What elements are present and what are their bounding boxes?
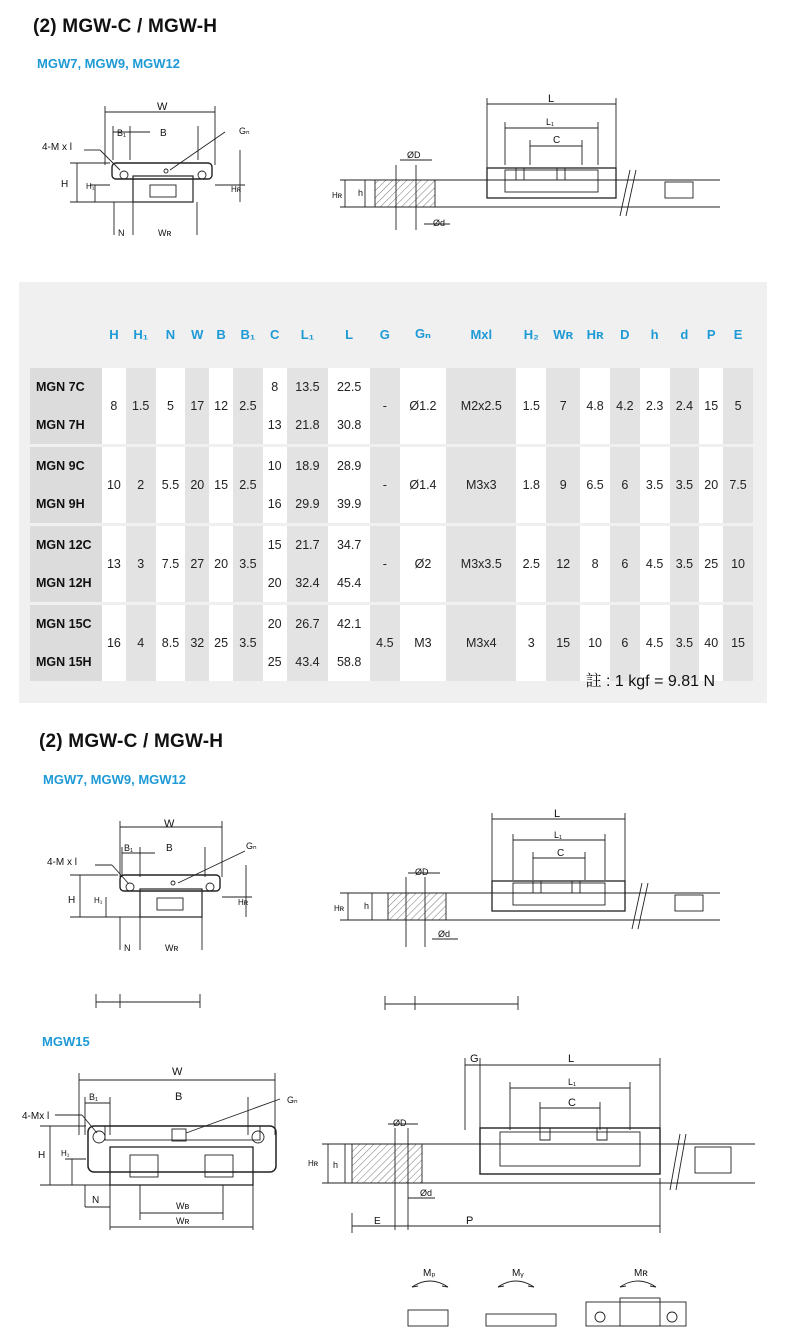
moment-diagrams xyxy=(400,1262,720,1327)
table-cell: 13 xyxy=(263,406,287,444)
table-row xyxy=(30,447,753,485)
table-cell: 6 xyxy=(610,526,640,602)
svg-text:W: W xyxy=(157,101,168,113)
model-name: MGN 9C xyxy=(30,447,102,485)
svg-text:Wʀ: Wʀ xyxy=(158,228,172,238)
table-cell: 43.4 xyxy=(287,643,329,681)
table-cell: 7.5 xyxy=(156,526,186,602)
table-cell: 2.3 xyxy=(640,368,670,444)
table-cell: 2.5 xyxy=(516,526,546,602)
svg-text:h: h xyxy=(358,188,364,198)
table-cell: Ø2 xyxy=(400,526,446,602)
svg-text:B₁: B₁ xyxy=(89,1092,99,1102)
table-header: H xyxy=(102,300,126,368)
svg-text:Hʀ: Hʀ xyxy=(238,898,249,907)
table-header: Wʀ xyxy=(546,300,580,368)
table-header: W xyxy=(185,300,209,368)
table-cell: M2x2.5 xyxy=(446,368,516,444)
table-cell: 8 xyxy=(580,526,610,602)
section-title-2: (2) MGW-C / MGW-H xyxy=(39,731,224,752)
table-cell: 3.5 xyxy=(670,526,700,602)
table-cell: 42.1 xyxy=(328,605,370,643)
table-cell: 21.8 xyxy=(287,406,329,444)
table-cell: - xyxy=(370,526,400,602)
table-header: N xyxy=(156,300,186,368)
svg-text:B₁: B₁ xyxy=(117,128,127,138)
table-cell: 16 xyxy=(263,485,287,523)
svg-text:h: h xyxy=(364,901,370,911)
table-cell: 5 xyxy=(723,368,753,444)
table-cell: 1.5 xyxy=(126,368,156,444)
svg-text:H: H xyxy=(61,179,69,190)
table-cell: 20 xyxy=(209,526,233,602)
svg-text:H: H xyxy=(38,1150,46,1161)
table-cell: 45.4 xyxy=(328,564,370,602)
table-header: d xyxy=(670,300,700,368)
table-header: L₁ xyxy=(287,300,329,368)
svg-text:Hʀ: Hʀ xyxy=(308,1159,319,1168)
table-header: P xyxy=(699,300,723,368)
table-cell: 25 xyxy=(209,605,233,681)
table-header: C xyxy=(263,300,287,368)
model-name: MGN 15C xyxy=(30,605,102,643)
table-row xyxy=(30,368,753,406)
table-cell: 15 xyxy=(209,447,233,523)
table-cell: Ø1.4 xyxy=(400,447,446,523)
svg-text:4-Mx l: 4-Mx l xyxy=(22,1111,50,1122)
front-view-drawing-2 xyxy=(0,805,280,955)
svg-text:W: W xyxy=(164,818,175,830)
model-name: MGN 15H xyxy=(30,643,102,681)
table-cell: 20 xyxy=(185,447,209,523)
svg-text:Ød: Ød xyxy=(420,1188,433,1198)
table-cell: 5.5 xyxy=(156,447,186,523)
table-header: Mxl xyxy=(446,300,516,368)
table-cell: 20 xyxy=(263,564,287,602)
side-view-drawing-mgw15 xyxy=(300,1048,780,1238)
svg-text:Wʀ: Wʀ xyxy=(176,1216,190,1226)
table-cell: 6.5 xyxy=(580,447,610,523)
table-cell: 15 xyxy=(723,605,753,681)
table-cell: 34.7 xyxy=(328,526,370,564)
table-cell: Ø1.2 xyxy=(400,368,446,444)
section-title: (2) MGW-C / MGW-H xyxy=(33,16,218,37)
svg-text:Mₚ: Mₚ xyxy=(423,1268,436,1279)
table-header: E xyxy=(723,300,753,368)
table-header: L xyxy=(328,300,370,368)
table-cell: 13.5 xyxy=(287,368,329,406)
spec-table xyxy=(30,300,753,681)
table-header: D xyxy=(610,300,640,368)
table-cell: 4.5 xyxy=(370,605,400,681)
svg-text:N: N xyxy=(124,943,131,953)
dimension-remnant xyxy=(0,990,790,1020)
table-cell: 3 xyxy=(516,605,546,681)
model-name: MGN 12H xyxy=(30,564,102,602)
table-cell: 1.5 xyxy=(516,368,546,444)
table-row xyxy=(30,526,753,564)
svg-text:ØD: ØD xyxy=(393,1118,407,1128)
table-cell: 4.2 xyxy=(610,368,640,444)
side-view-drawing-2 xyxy=(320,805,740,955)
table-cell: 12 xyxy=(546,526,580,602)
table-header: h xyxy=(640,300,670,368)
table-cell: 15 xyxy=(699,368,723,444)
table-cell: 7.5 xyxy=(723,447,753,523)
section-subtitle: MGW7, MGW9, MGW12 xyxy=(37,56,180,71)
table-cell: 18.9 xyxy=(287,447,329,485)
svg-text:B₁: B₁ xyxy=(124,843,134,853)
svg-text:L₁: L₁ xyxy=(568,1077,577,1087)
table-cell: 10 xyxy=(723,526,753,602)
table-cell: 20 xyxy=(263,605,287,643)
svg-text:L₁: L₁ xyxy=(554,830,563,840)
svg-text:B: B xyxy=(160,128,167,139)
spec-table-panel xyxy=(19,282,767,703)
table-cell: - xyxy=(370,368,400,444)
svg-text:Gₙ: Gₙ xyxy=(287,1095,298,1105)
unit-note: 註 : 1 kgf = 9.81 N xyxy=(585,673,715,690)
table-cell: 28.9 xyxy=(328,447,370,485)
svg-text:Gₙ: Gₙ xyxy=(239,126,250,136)
table-cell: 3 xyxy=(126,526,156,602)
svg-text:L: L xyxy=(554,808,561,820)
svg-text:Wʀ: Wʀ xyxy=(165,943,179,953)
table-cell: M3 xyxy=(400,605,446,681)
svg-text:N: N xyxy=(118,228,125,238)
table-header: H₁ xyxy=(126,300,156,368)
table-cell: 8 xyxy=(263,368,287,406)
table-cell: 3.5 xyxy=(670,447,700,523)
svg-text:Mᵧ: Mᵧ xyxy=(512,1268,524,1279)
table-cell: 22.5 xyxy=(328,368,370,406)
svg-text:Ød: Ød xyxy=(438,929,451,939)
svg-text:ØD: ØD xyxy=(407,150,421,160)
table-cell: 13 xyxy=(102,526,126,602)
table-cell: 3.5 xyxy=(670,605,700,681)
svg-text:H: H xyxy=(68,895,76,906)
svg-text:L₁: L₁ xyxy=(546,117,555,127)
front-view-drawing xyxy=(0,90,260,240)
table-cell: 3.5 xyxy=(640,447,670,523)
table-cell: 6 xyxy=(610,605,640,681)
table-cell: 29.9 xyxy=(287,485,329,523)
svg-text:Hʀ: Hʀ xyxy=(332,191,343,200)
table-cell: 32.4 xyxy=(287,564,329,602)
table-cell: 30.8 xyxy=(328,406,370,444)
table-cell: 9 xyxy=(546,447,580,523)
table-cell: 10 xyxy=(263,447,287,485)
table-cell: 4.8 xyxy=(580,368,610,444)
table-cell: 7 xyxy=(546,368,580,444)
table-header: G xyxy=(370,300,400,368)
svg-text:H₁: H₁ xyxy=(86,182,95,191)
table-cell: 25 xyxy=(263,643,287,681)
table-cell: M3x4 xyxy=(446,605,516,681)
table-cell: 5 xyxy=(156,368,186,444)
svg-text:G: G xyxy=(470,1053,479,1065)
table-cell: 58.8 xyxy=(328,643,370,681)
table-cell: 20 xyxy=(699,447,723,523)
svg-text:E: E xyxy=(374,1216,381,1227)
table-cell: 4.5 xyxy=(640,605,670,681)
svg-text:4-M x l: 4-M x l xyxy=(47,857,77,868)
table-cell: 16 xyxy=(102,605,126,681)
table-cell: M3x3 xyxy=(446,447,516,523)
table-header xyxy=(30,300,102,368)
table-cell: - xyxy=(370,447,400,523)
svg-text:B: B xyxy=(166,843,173,854)
svg-text:L: L xyxy=(568,1053,575,1065)
section-subtitle-mgw15: MGW15 xyxy=(42,1034,90,1049)
table-cell: 26.7 xyxy=(287,605,329,643)
table-cell: 32 xyxy=(185,605,209,681)
table-cell: 4 xyxy=(126,605,156,681)
model-name: MGN 7C xyxy=(30,368,102,406)
table-cell: 6 xyxy=(610,447,640,523)
front-view-drawing-mgw15 xyxy=(0,1055,310,1240)
table-cell: 27 xyxy=(185,526,209,602)
table-cell: 10 xyxy=(580,605,610,681)
svg-text:C: C xyxy=(557,848,565,859)
svg-text:Ød: Ød xyxy=(433,218,446,228)
svg-text:ØD: ØD xyxy=(415,867,429,877)
table-cell: 8.5 xyxy=(156,605,186,681)
svg-text:Hʀ: Hʀ xyxy=(334,904,345,913)
svg-text:H₁: H₁ xyxy=(61,1149,70,1158)
table-header: Gₙ xyxy=(400,300,446,368)
table-header: B₁ xyxy=(233,300,263,368)
svg-text:N: N xyxy=(92,1195,100,1206)
table-header: H₂ xyxy=(516,300,546,368)
table-cell: 39.9 xyxy=(328,485,370,523)
table-cell: 4.5 xyxy=(640,526,670,602)
table-row xyxy=(30,605,753,643)
table-cell: 2 xyxy=(126,447,156,523)
table-cell: 1.8 xyxy=(516,447,546,523)
section-subtitle-2: MGW7, MGW9, MGW12 xyxy=(43,772,186,787)
svg-text:Gₙ: Gₙ xyxy=(246,841,257,851)
svg-text:L: L xyxy=(548,93,555,105)
svg-text:Hʀ: Hʀ xyxy=(231,185,242,194)
svg-text:4-M x l: 4-M x l xyxy=(42,142,72,153)
svg-text:C: C xyxy=(553,135,561,146)
side-view-drawing xyxy=(320,90,740,240)
model-name: MGN 12C xyxy=(30,526,102,564)
table-cell: 15 xyxy=(263,526,287,564)
table-cell: 10 xyxy=(102,447,126,523)
table-cell: 2.5 xyxy=(233,368,263,444)
svg-text:P: P xyxy=(466,1215,474,1227)
svg-text:H₁: H₁ xyxy=(94,896,103,905)
table-cell: 15 xyxy=(546,605,580,681)
svg-text:Wʙ: Wʙ xyxy=(176,1201,190,1211)
model-name: MGN 7H xyxy=(30,406,102,444)
table-header-row xyxy=(30,300,753,368)
table-header: B xyxy=(209,300,233,368)
table-cell: 3.5 xyxy=(233,526,263,602)
table-cell: 21.7 xyxy=(287,526,329,564)
svg-text:Mʀ: Mʀ xyxy=(634,1268,648,1279)
table-header: Hʀ xyxy=(580,300,610,368)
table-cell: M3x3.5 xyxy=(446,526,516,602)
table-cell: 17 xyxy=(185,368,209,444)
table-cell: 8 xyxy=(102,368,126,444)
table-cell: 25 xyxy=(699,526,723,602)
table-cell: 3.5 xyxy=(233,605,263,681)
svg-text:B: B xyxy=(175,1091,183,1103)
table-cell: 40 xyxy=(699,605,723,681)
table-cell: 2.4 xyxy=(670,368,700,444)
svg-text:C: C xyxy=(568,1097,576,1109)
svg-text:W: W xyxy=(172,1066,183,1078)
table-cell: 12 xyxy=(209,368,233,444)
svg-text:h: h xyxy=(333,1160,339,1170)
table-cell: 2.5 xyxy=(233,447,263,523)
model-name: MGN 9H xyxy=(30,485,102,523)
